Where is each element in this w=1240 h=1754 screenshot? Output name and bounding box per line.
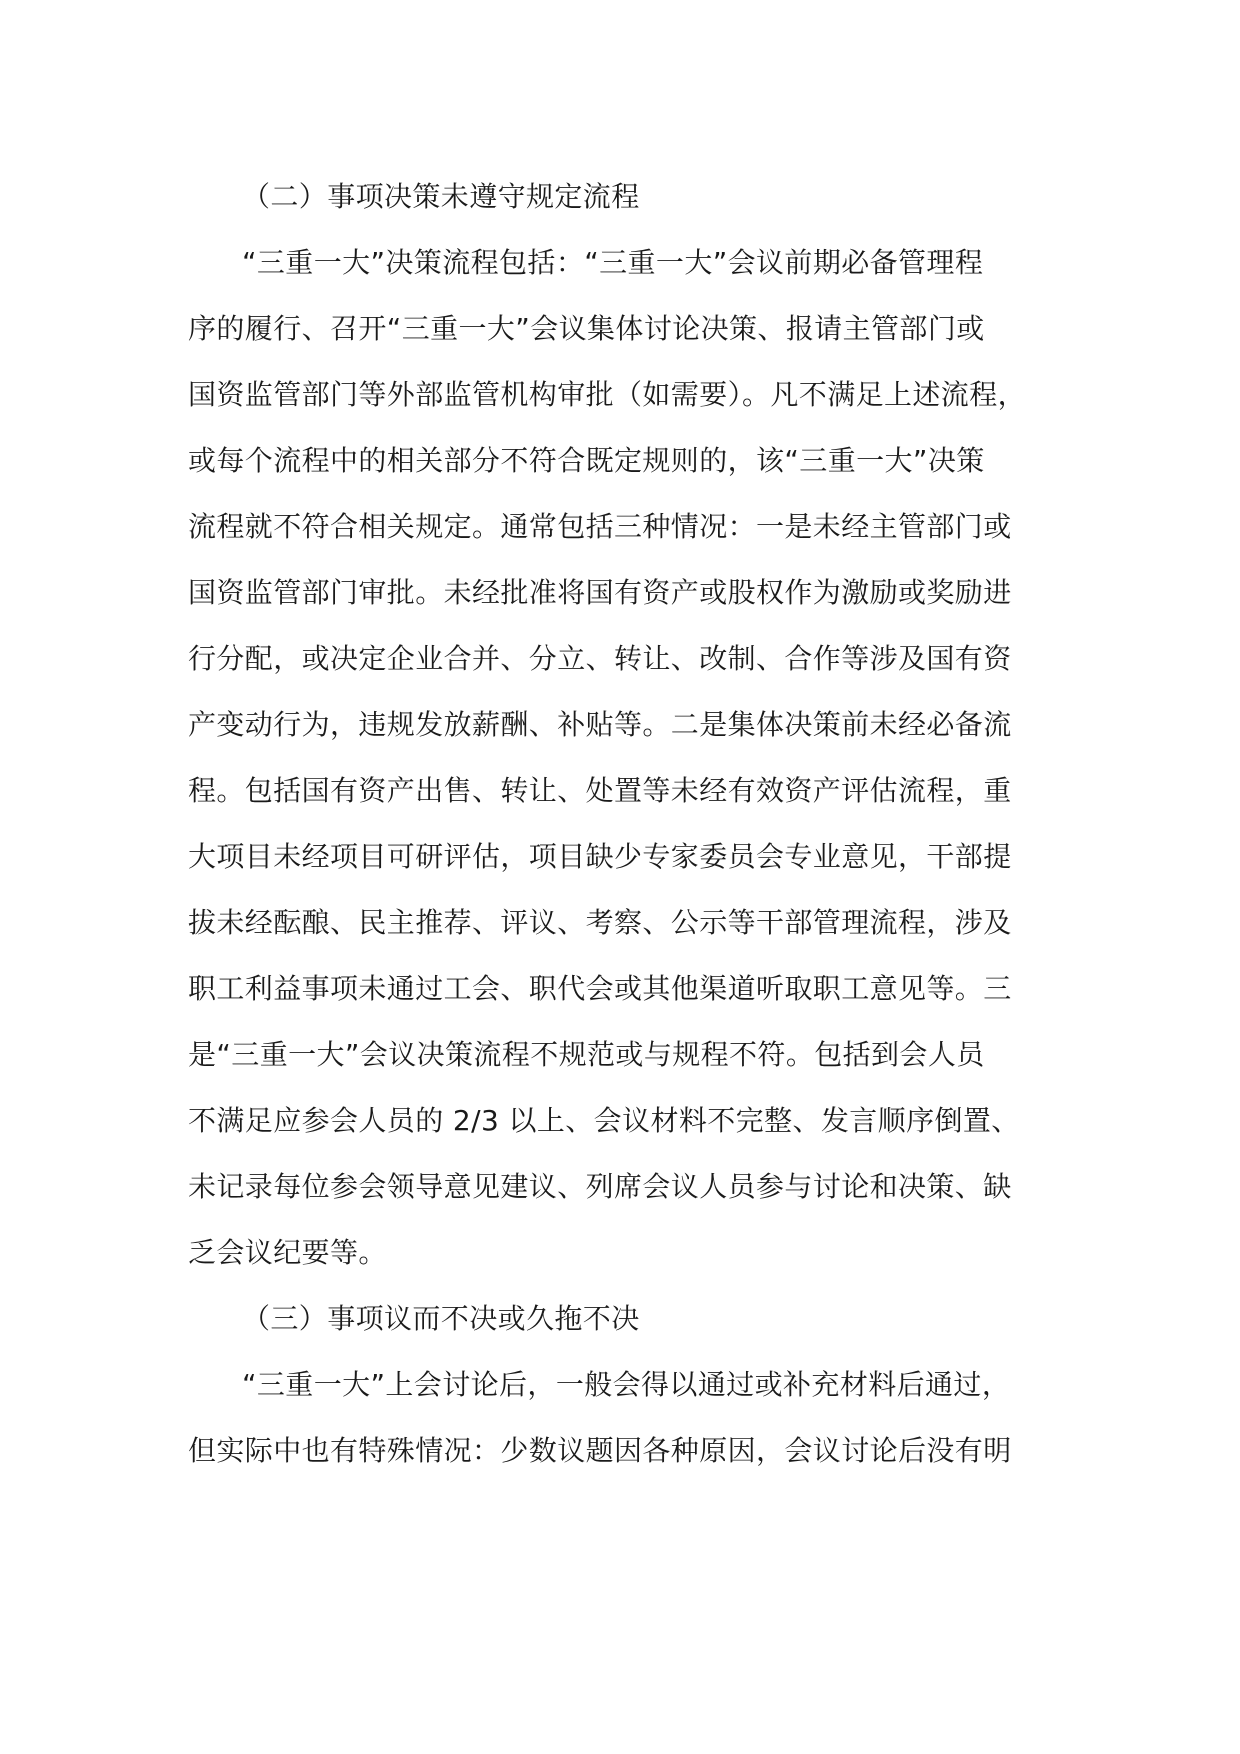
paragraph-line: 拔未经酝酿、民主推荐、评议、考察、公示等干部管理流程，涉及 <box>188 906 1012 939</box>
paragraph-line: 但实际中也有特殊情况：少数议题因各种原因，会议讨论后没有明 <box>188 1434 1012 1467</box>
paragraph-line: “三重一大”上会讨论后，一般会得以通过或补充材料后通过， <box>242 1368 1011 1401</box>
paragraph-line: 程。包括国有资产出售、转让、处置等未经有效资产评估流程，重 <box>188 774 1012 807</box>
paragraph-line: 乏会议纪要等。 <box>188 1236 387 1269</box>
paragraph-line: 不满足应参会人员的 2/3 以上、会议材料不完整、发言顺序倒置、 <box>188 1104 1020 1137</box>
paragraph-line: 行分配，或决定企业合并、分立、转让、改制、合作等涉及国有资 <box>188 642 1012 675</box>
paragraph-line: 未记录每位参会领导意见建议、列席会议人员参与讨论和决策、缺 <box>188 1170 1012 1203</box>
paragraph-line: 或每个流程中的相关部分不符合既定规则的，该“三重一大”决策 <box>188 444 985 477</box>
section-heading-2: （二）事项决策未遵守规定流程 <box>242 180 640 213</box>
paragraph-line: 是“三重一大”会议决策流程不规范或与规程不符。包括到会人员 <box>188 1038 985 1071</box>
paragraph-line: 大项目未经项目可研评估，项目缺少专家委员会专业意见，干部提 <box>188 840 1012 873</box>
paragraph-line: 职工利益事项未通过工会、职代会或其他渠道听取职工意见等。三 <box>188 972 1012 1005</box>
paragraph-line: 国资监管部门审批。未经批准将国有资产或股权作为激励或奖励进 <box>188 576 1012 609</box>
paragraph-line: 产变动行为，违规发放薪酬、补贴等。二是集体决策前未经必备流 <box>188 708 1012 741</box>
paragraph-line: 国资监管部门等外部监管机构审批（如需要）。凡不满足上述流程， <box>188 378 1027 411</box>
paragraph-line: 序的履行、召开“三重一大”会议集体讨论决策、报请主管部门或 <box>188 312 985 345</box>
paragraph-line: “三重一大”决策流程包括：“三重一大”会议前期必备管理程 <box>242 246 984 279</box>
section-heading-3: （三）事项议而不决或久拖不决 <box>242 1302 640 1335</box>
paragraph-line: 流程就不符合相关规定。通常包括三种情况：一是未经主管部门或 <box>188 510 1012 543</box>
document-body <box>188 164 1052 1484</box>
